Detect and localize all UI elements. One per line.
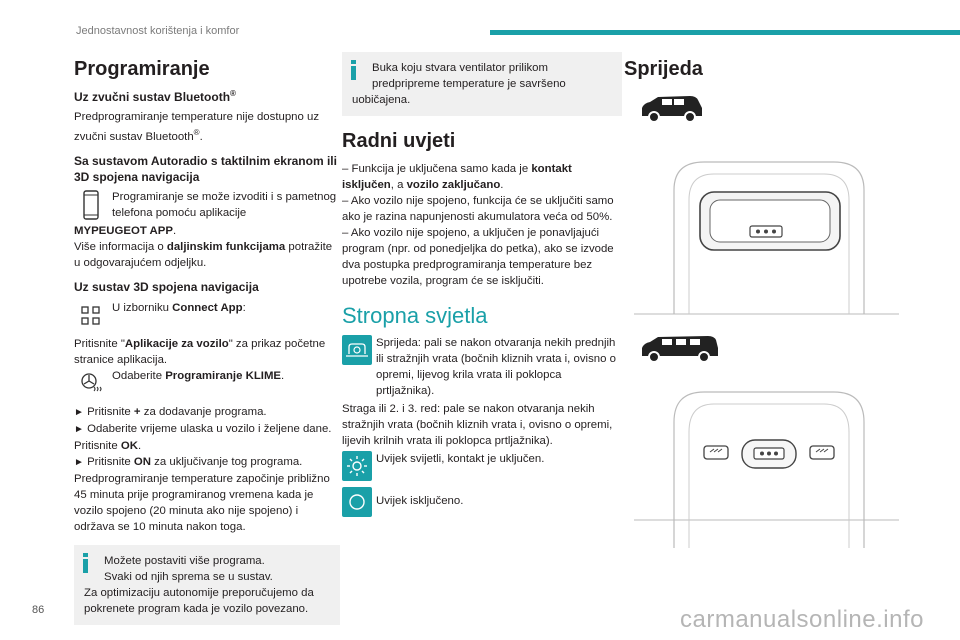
apps-grid-icon: [74, 300, 108, 332]
text-always-on: Uvijek svijetli, kontakt je uključen.: [376, 453, 545, 465]
info-box-fan-noise: Buka koju stvara ventilator prilikom predpripreme temperature je savršeno uobičajena.: [342, 52, 622, 116]
text-bluetooth: Predprogramiranje temperature nije dostupno uz zvučni sustav Bluetooth®.: [74, 111, 320, 143]
climate-row: [74, 368, 340, 400]
info-icon: [350, 60, 358, 80]
step-activate: ► Pritisnite ON za uključivanje tog programa.: [74, 455, 303, 468]
step-add-program: ► Pritisnite + za dodavanje programa.: [74, 405, 267, 418]
text-app-name: MYPEUGEOT APP.: [74, 225, 177, 238]
door-light-icon: [342, 335, 372, 365]
smartphone-row: [74, 189, 340, 221]
info-icon: [82, 553, 90, 573]
condition-1: – Funkcija je uključena samo kada je kontakt isključen, a vozilo zaključano.: [342, 163, 572, 191]
smartphone-icon: [74, 189, 108, 221]
section-title-stropna-svjetla: Stropna svjetla: [342, 303, 488, 328]
light-on-icon: [342, 451, 372, 481]
heading-3d-nav: Uz sustav 3D spojena navigacija: [74, 280, 259, 295]
section-title-radni-uvjeti: Radni uvjeti: [342, 130, 456, 152]
rear-ceiling-light-illustration: [634, 388, 914, 553]
light-off-icon: [342, 487, 372, 517]
text-vehicle-apps: Pritisnite "Aplikacije za vozilo" za prikaz početne stranice aplikacija.: [74, 337, 326, 366]
watermark: carmanualsonline.info: [680, 606, 924, 633]
door-lights-row: [342, 335, 622, 399]
info-box-multiple-programs: Možete postaviti više programa. Svaki od njih sprema se u sustav. Za optimizaciju autonomije preporučujemo da pokrenete program kada je vozilo povezano.: [74, 545, 340, 625]
heading-bluetooth: Uz zvučni sustav Bluetooth®: [74, 89, 236, 104]
section-title-sprijeda: Sprijeda: [624, 58, 703, 80]
text-smartphone: Programiranje se može izvoditi i s pametnog telefona pomoću aplikacije: [112, 191, 337, 220]
section-title-programiranje: Programiranje: [74, 58, 210, 80]
condition-3: – Ako vozilo nije spojeno, a uključen je ponavljajući program (npr. od ponedjeljka do petka), ako se izvode dva postupka predprogramiranja temperature bez upotrebe vozila, program će se isključiti.: [342, 227, 614, 287]
column-conditions: [342, 52, 622, 519]
text-preconditioning: Predprogramiranje temperature započinje približno 45 minuta prije programiranog vremena kada je vozilo spojeno (20 minuta ako nije spojeno) i održava se 10 minuta nakon toga.: [74, 472, 330, 533]
page-number: 86: [32, 604, 45, 616]
van-short-icon: [640, 94, 706, 129]
heading-touchscreen: Sa sustavom Autoradio s taktilnim ekranom ili 3D spojena navigacija: [74, 153, 337, 185]
text-always-off: Uvijek isključeno.: [376, 495, 464, 507]
text-rear-lights: Straga ili 2. i 3. red: pale se nakon otvaranja nekih stražnjih vrata (bočnih kliznih vrata i, ovisno o opremi, lijevih krilnih vrata ili poklopca prtljažnika).: [342, 403, 613, 447]
column-front: [624, 52, 914, 89]
front-ceiling-light-illustration: [634, 160, 914, 325]
van-long-icon: [640, 334, 720, 369]
column-programming: [74, 52, 340, 625]
always-on-row: [342, 451, 622, 481]
text-connect-app: U izborniku Connect App:: [112, 301, 246, 314]
header-accent-bar: [490, 30, 960, 35]
always-off-row: [342, 487, 622, 517]
step-select-time: ► Odaberite vrijeme ulaska u vozilo i željene dane. Pritisnite OK.: [74, 422, 332, 452]
climate-fan-icon: [74, 368, 108, 400]
connect-app-row: [74, 300, 340, 332]
running-header: Jednostavnost korištenja i komfor: [76, 25, 240, 37]
text-select-climate: Odaberite Programiranje KLIME.: [112, 369, 285, 382]
text-more-info: Više informacija o daljinskim funkcijama potražite u odgovarajućem odjeljku.: [74, 241, 333, 270]
condition-2: – Ako vozilo nije spojeno, funkcija će se uključiti samo ako je razina napunjenosti akumulatora veća od 50%.: [342, 195, 614, 223]
text-front-lights: Sprijeda: pali se nakon otvaranja nekih prednjih ili stražnjih vrata (bočnih kliznih vrata i, ovisno o opremi, lijevog krila vrata ili poklopca prtljažnika).: [376, 337, 616, 397]
